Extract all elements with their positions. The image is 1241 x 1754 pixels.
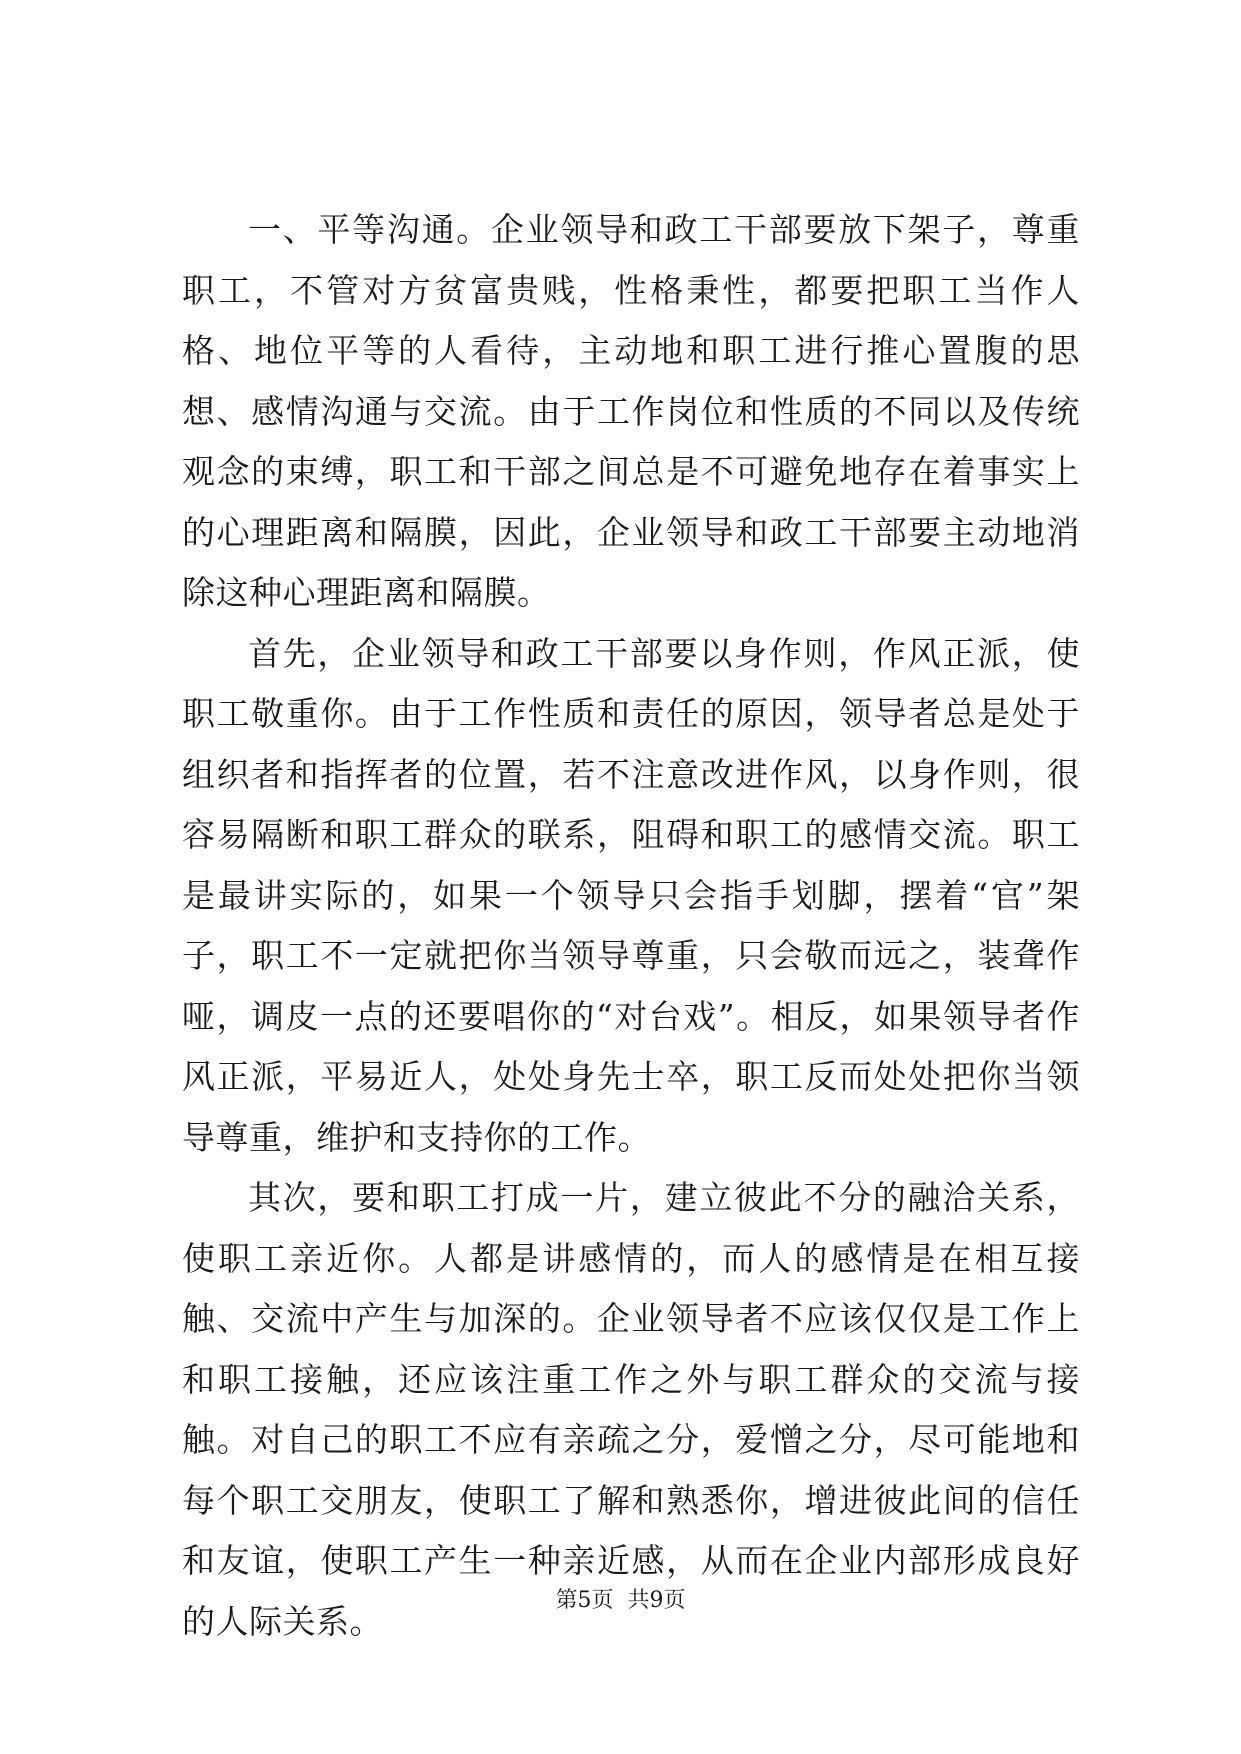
paragraph-equal-communication: 一、平等沟通。企业领导和政工干部要放下架子，尊重职工，不管对方贫富贵贱，性格秉性，都要把职工当作人格、地位平等的人看待，主动地和职工进行推心置腹的思想、感情沟通与交流。由于工作岗位和性质的不同以及传统观念的束缚，职工和干部之间总是不可避免地存在着事实上的心理距离和隔膜，因此，企业领导和政工干部要主动地消除这种心理距离和隔膜。 — [182, 210, 1080, 612]
document-body — [182, 200, 1080, 1652]
paragraph-first: 首先，企业领导和政工干部要以身作则，作风正派，使职工敬重你。由于工作性质和责任的原因，领导者总是处于组织者和指挥者的位置，若不注意改进作风，以身作则，很容易隔断和职工群众的联系，阻碍和职工的感情交流。职工是最讲实际的，如果一个领导只会指手划脚，摆着“官”架子，职工不一定就把你当领导尊重，只会敬而远之，装聋作哑，调皮一点的还要唱你的“对台戏”。相反，如果领导者作风正派，平易近人，处处身先士卒，职工反而处处把你当领导尊重，维护和支持你的工作。 — [182, 633, 1080, 1157]
paragraph-second: 其次，要和职工打成一片，建立彼此不分的融洽关系，使职工亲近你。人都是讲感情的，而人的感情是在相互接触、交流中产生与加深的。企业领导者不应该仅仅是工作上和职工接触，还应该注重工作之外与职工群众的交流与接触。对自己的职工不应有亲疏之分，爱憎之分，尽可能地和每个职工交朋友，使职工了解和熟悉你，增进彼此间的信任和友谊，使职工产生一种亲近感，从而在企业内部形成良好的人际关系。 — [182, 1178, 1080, 1641]
page-number: 第5页 共9页 — [555, 1588, 686, 1613]
page-footer — [0, 1586, 1241, 1616]
